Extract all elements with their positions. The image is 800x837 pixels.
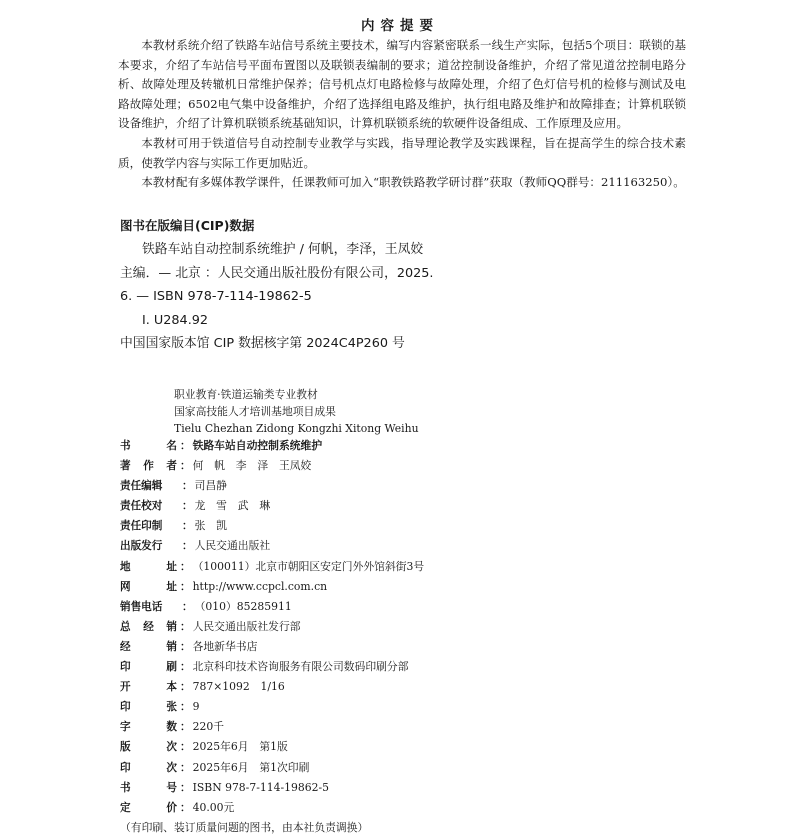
colophon-label: 著作者 xyxy=(120,460,177,473)
colophon-row xyxy=(120,778,640,798)
word-count-value: 220千 xyxy=(192,720,224,734)
authors-value: 何 帆 李 泽 王凤姣 xyxy=(192,459,312,473)
quality-note: （有印刷、装订质量问题的图书，由本社负责调换） xyxy=(120,820,369,834)
colon: ： xyxy=(182,500,193,513)
cip-line: 主编．— 北京 ：人民交通出版社股份有限公司，2025. xyxy=(120,265,434,281)
summary-paragraph: 本教材配有多媒体教学课件，任课教师可加入“职教铁路教学研讨群”获取（教师QQ群号：211163250）。 xyxy=(141,175,685,190)
colophon-label: 字数 xyxy=(120,721,177,734)
colon: ： xyxy=(180,681,191,694)
colon: ： xyxy=(180,761,191,774)
colon: ： xyxy=(180,781,191,794)
book-title-value: 铁路车站自动控制系统维护 xyxy=(192,439,323,452)
colophon-label: 总经销 xyxy=(120,620,177,633)
isbn-value: ISBN 978-7-114-19862-5 xyxy=(192,780,329,794)
colophon-row xyxy=(120,496,640,516)
colon: ： xyxy=(180,640,191,653)
publisher-value: 人民交通出版社 xyxy=(194,539,271,553)
colon: ： xyxy=(180,741,191,754)
colophon-row xyxy=(120,717,640,737)
colophon-label: 责任编辑 xyxy=(120,480,163,493)
colophon-label: 书名 xyxy=(120,440,177,452)
colophon-label: 印张 xyxy=(120,701,177,714)
colophon-row xyxy=(120,637,640,657)
colophon-label: 印次 xyxy=(120,761,177,774)
print-manager-value: 张 凯 xyxy=(194,519,227,533)
proofreader-value: 龙 雪 武 琳 xyxy=(194,499,271,513)
colophon-row xyxy=(120,697,640,717)
series-line: 国家高技能人才培训基地项目成果 xyxy=(174,405,336,419)
retailer-value: 各地新华书店 xyxy=(192,639,258,653)
colon: ： xyxy=(182,540,193,553)
cip-line: Ⅰ. U284.92 xyxy=(142,312,209,328)
colon: ： xyxy=(180,721,191,734)
colophon-label: 出版发行 xyxy=(120,540,163,553)
series-line: 职业教育·铁道运输类专业教材 xyxy=(174,388,318,401)
colophon-row xyxy=(120,536,640,556)
cip-line: 6. — ISBN 978-7-114-19862-5 xyxy=(120,289,312,304)
colophon-label: 版次 xyxy=(120,741,177,754)
colophon-row xyxy=(120,657,640,677)
colophon-row xyxy=(120,758,640,778)
format-value: 787×1092 1/16 xyxy=(192,680,285,694)
colophon-label: 印刷 xyxy=(120,661,177,674)
series-block xyxy=(174,386,419,438)
colon: ： xyxy=(180,560,191,573)
colophon-label: 销售电话 xyxy=(120,600,163,613)
colon: ： xyxy=(182,520,193,533)
colophon-label: 经销 xyxy=(120,640,177,653)
sales-phone-value: （010）85285911 xyxy=(194,599,292,613)
colophon-row xyxy=(120,597,640,617)
colon: ： xyxy=(180,460,191,473)
website-value: http://www.ccpcl.com.cn xyxy=(192,579,328,593)
edition-value: 2025年6月 第1版 xyxy=(192,740,288,754)
printer-value: 北京科印技术咨询服务有限公司数码印刷分部 xyxy=(192,660,409,674)
colophon-label: 开本 xyxy=(120,681,177,694)
colophon-row xyxy=(120,436,640,456)
colon: ： xyxy=(182,480,193,493)
colophon-row xyxy=(120,677,640,697)
colon: ： xyxy=(180,620,191,633)
colophon xyxy=(120,436,640,837)
cip-heading: 图书在版编目(CIP)数据 xyxy=(120,218,255,233)
colophon-row xyxy=(120,456,640,476)
colon: ： xyxy=(180,701,191,714)
cip-line: 铁路车站自动控制系统维护 / 何帆，李泽，王凤姣 xyxy=(142,242,424,257)
cip-line: 中国国家版本馆 CIP 数据核字第 2024C4P260 号 xyxy=(120,336,405,351)
colophon-label: 责任印制 xyxy=(120,520,163,533)
editor-value: 司昌静 xyxy=(194,479,227,493)
cip-block xyxy=(120,216,460,356)
colon: ： xyxy=(180,801,191,814)
colon: ： xyxy=(180,661,191,674)
colophon-row xyxy=(120,557,640,577)
series-pinyin-title: Tielu Chezhan Zidong Kongzhi Xitong Weihu xyxy=(174,422,419,436)
summary-title: 内容提要 xyxy=(361,18,439,34)
colophon-row xyxy=(120,617,640,637)
price-value: 40.00元 xyxy=(192,800,235,814)
colophon-label: 责任校对 xyxy=(120,500,163,513)
colophon-row xyxy=(120,577,640,597)
summary-paragraph: 本教材系统介绍了铁路车站信号系统主要技术，编写内容紧密联系一线生产实际，包括5个项目：联锁的基本要求，介绍了车站信号平面布置图以及联锁表编制的要求；道岔控制设备维护，介绍了常见道岔控制电路分析、故障处理及转辙机日常维护保养；信号机点灯电路检修与故障处理，介绍了色灯信号机的检修与测试及电路故障处理；6502电气集中设备维护，介绍了选择组电路及维护，执行组电路及维护和故障排查；计算机联锁设备维护，介绍了计算机联锁系统基础知识，计算机联锁系统的软硬件设备组成、工作原理及应用。 xyxy=(118,38,686,131)
distributor-value: 人民交通出版社发行部 xyxy=(192,619,301,633)
colon: ： xyxy=(180,580,191,593)
colophon-row xyxy=(120,737,640,757)
colon: ： xyxy=(180,440,191,452)
colon: ： xyxy=(182,600,193,613)
colophon-label: 网址 xyxy=(120,580,177,593)
sheets-value: 9 xyxy=(192,700,200,714)
colophon-row xyxy=(120,516,640,536)
summary-body xyxy=(118,36,686,193)
colophon-row xyxy=(120,798,640,818)
colophon-row xyxy=(120,476,640,496)
address-value: （100011）北京市朝阳区安定门外外馆斜街3号 xyxy=(192,559,425,573)
colophon-label: 定价 xyxy=(120,801,177,814)
colophon-label: 地址 xyxy=(120,560,177,573)
summary-paragraph: 本教材可用于铁道信号自动控制专业教学与实践，指导理论教学及实践课程，旨在提高学生的综合技术素质，使教学内容与实际工作更加贴近。 xyxy=(118,135,686,170)
colophon-label: 书号 xyxy=(120,781,177,794)
printing-value: 2025年6月 第1次印刷 xyxy=(192,760,310,774)
